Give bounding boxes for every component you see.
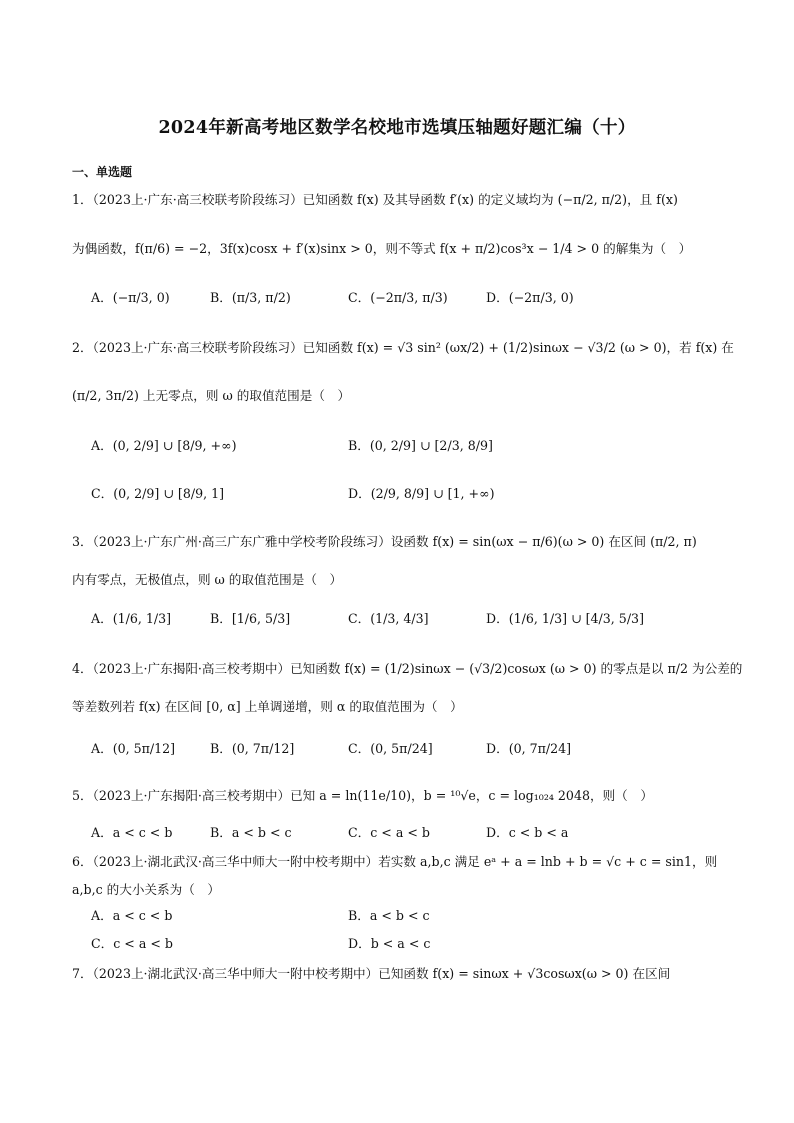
question-3-option-d: D．(1/6, 1/3] ∪ [4/3, 5/3] — [486, 611, 644, 626]
question-6-option-c: C．c < a < b — [91, 936, 173, 951]
question-1-line-2: 为偶函数，f(π/6) = −2，3f(x)cosx + f′(x)sinx > 0，则不等式 f(x + π/2)cos³x − 1/4 > 0 的解集为（ ） — [72, 241, 692, 256]
question-5-option-d: D．c < b < a — [486, 825, 569, 840]
question-6-option-d: D．b < a < c — [348, 936, 431, 951]
question-4-option-c: C．(0, 5π/24] — [348, 741, 433, 756]
question-2-option-a: A．(0, 2/9] ∪ [8/9, +∞) — [91, 438, 237, 453]
question-1-option-c: C．(−2π/3, π/3) — [348, 290, 448, 305]
question-7-line-1: 7．（2023上·湖北武汉·高三华中师大一附中校考期中）已知函数 f(x) = sinωx + √3cosωx(ω > 0) 在区间 — [72, 966, 671, 981]
question-1-option-a: A．(−π/3, 0) — [91, 290, 170, 305]
question-5-option-c: C．c < a < b — [348, 825, 430, 840]
section-heading: 一、单选题 — [72, 165, 133, 179]
question-6-line-1: 6．（2023上·湖北武汉·高三华中师大一附中校考期中）若实数 a,b,c 满足 eᵃ + a = lnb + b = √c + c = sin1，则 — [72, 854, 718, 869]
question-4-option-a: A．(0, 5π/12] — [91, 741, 176, 756]
question-5-option-b: B．a < b < c — [210, 825, 292, 840]
question-3-line-2: 内有零点，无极值点，则 ω 的取值范围是（ ） — [72, 572, 343, 587]
question-2-line-2: (π/2, 3π/2) 上无零点，则 ω 的取值范围是（ ） — [72, 388, 351, 403]
question-1-line-1: 1．（2023上·广东·高三校联考阶段练习）已知函数 f(x) 及其导函数 f′(x) 的定义域均为 (−π/2, π/2)，且 f(x) — [72, 192, 678, 207]
question-6-option-b: B．a < b < c — [348, 908, 430, 923]
question-3-line-1: 3．（2023上·广东广州·高三广东广雅中学校考阶段练习）设函数 f(x) = sin(ωx − π/6)(ω > 0) 在区间 (π/2, π) — [72, 534, 697, 549]
document-title: 2024年新高考地区数学名校地市选填压轴题好题汇编（十） — [158, 118, 636, 138]
question-2-option-b: B．(0, 2/9] ∪ [2/3, 8/9] — [348, 438, 493, 453]
question-1-option-b: B．(π/3, π/2) — [210, 290, 291, 305]
question-4-option-d: D．(0, 7π/24] — [486, 741, 572, 756]
question-2-line-1: 2．（2023上·广东·高三校联考阶段练习）已知函数 f(x) = √3 sin² (ωx/2) + (1/2)sinωx − √3/2 (ω > 0)，若 f(x) 在 — [72, 340, 734, 355]
question-5-option-a: A．a < c < b — [91, 825, 173, 840]
question-4-line-1: 4．（2023上·广东揭阳·高三校考期中）已知函数 f(x) = (1/2)sinωx − (√3/2)cosωx (ω > 0) 的零点是以 π/2 为公差的 — [72, 661, 743, 676]
question-2-option-c: C．(0, 2/9] ∪ [8/9, 1] — [91, 486, 225, 501]
question-3-option-a: A．(1/6, 1/3] — [91, 611, 172, 626]
question-6-option-a: A．a < c < b — [91, 908, 173, 923]
question-4-line-2: 等差数列若 f(x) 在区间 [0, α] 上单调递增，则 α 的取值范围为（ ） — [72, 699, 463, 714]
question-6-line-2: a,b,c 的大小关系为（ ） — [72, 882, 220, 897]
question-2-option-d: D．(2/9, 8/9] ∪ [1, +∞) — [348, 486, 495, 501]
question-5-line-1: 5．（2023上·广东揭阳·高三校考期中）已知 a = ln(11e/10)，b = ¹⁰√e，c = log₁₀₂₄ 2048，则（ ） — [72, 788, 653, 803]
question-1-option-d: D．(−2π/3, 0) — [486, 290, 574, 305]
question-3-option-b: B．[1/6, 5/3] — [210, 611, 291, 626]
question-4-option-b: B．(0, 7π/12] — [210, 741, 295, 756]
question-3-option-c: C．(1/3, 4/3] — [348, 611, 429, 626]
